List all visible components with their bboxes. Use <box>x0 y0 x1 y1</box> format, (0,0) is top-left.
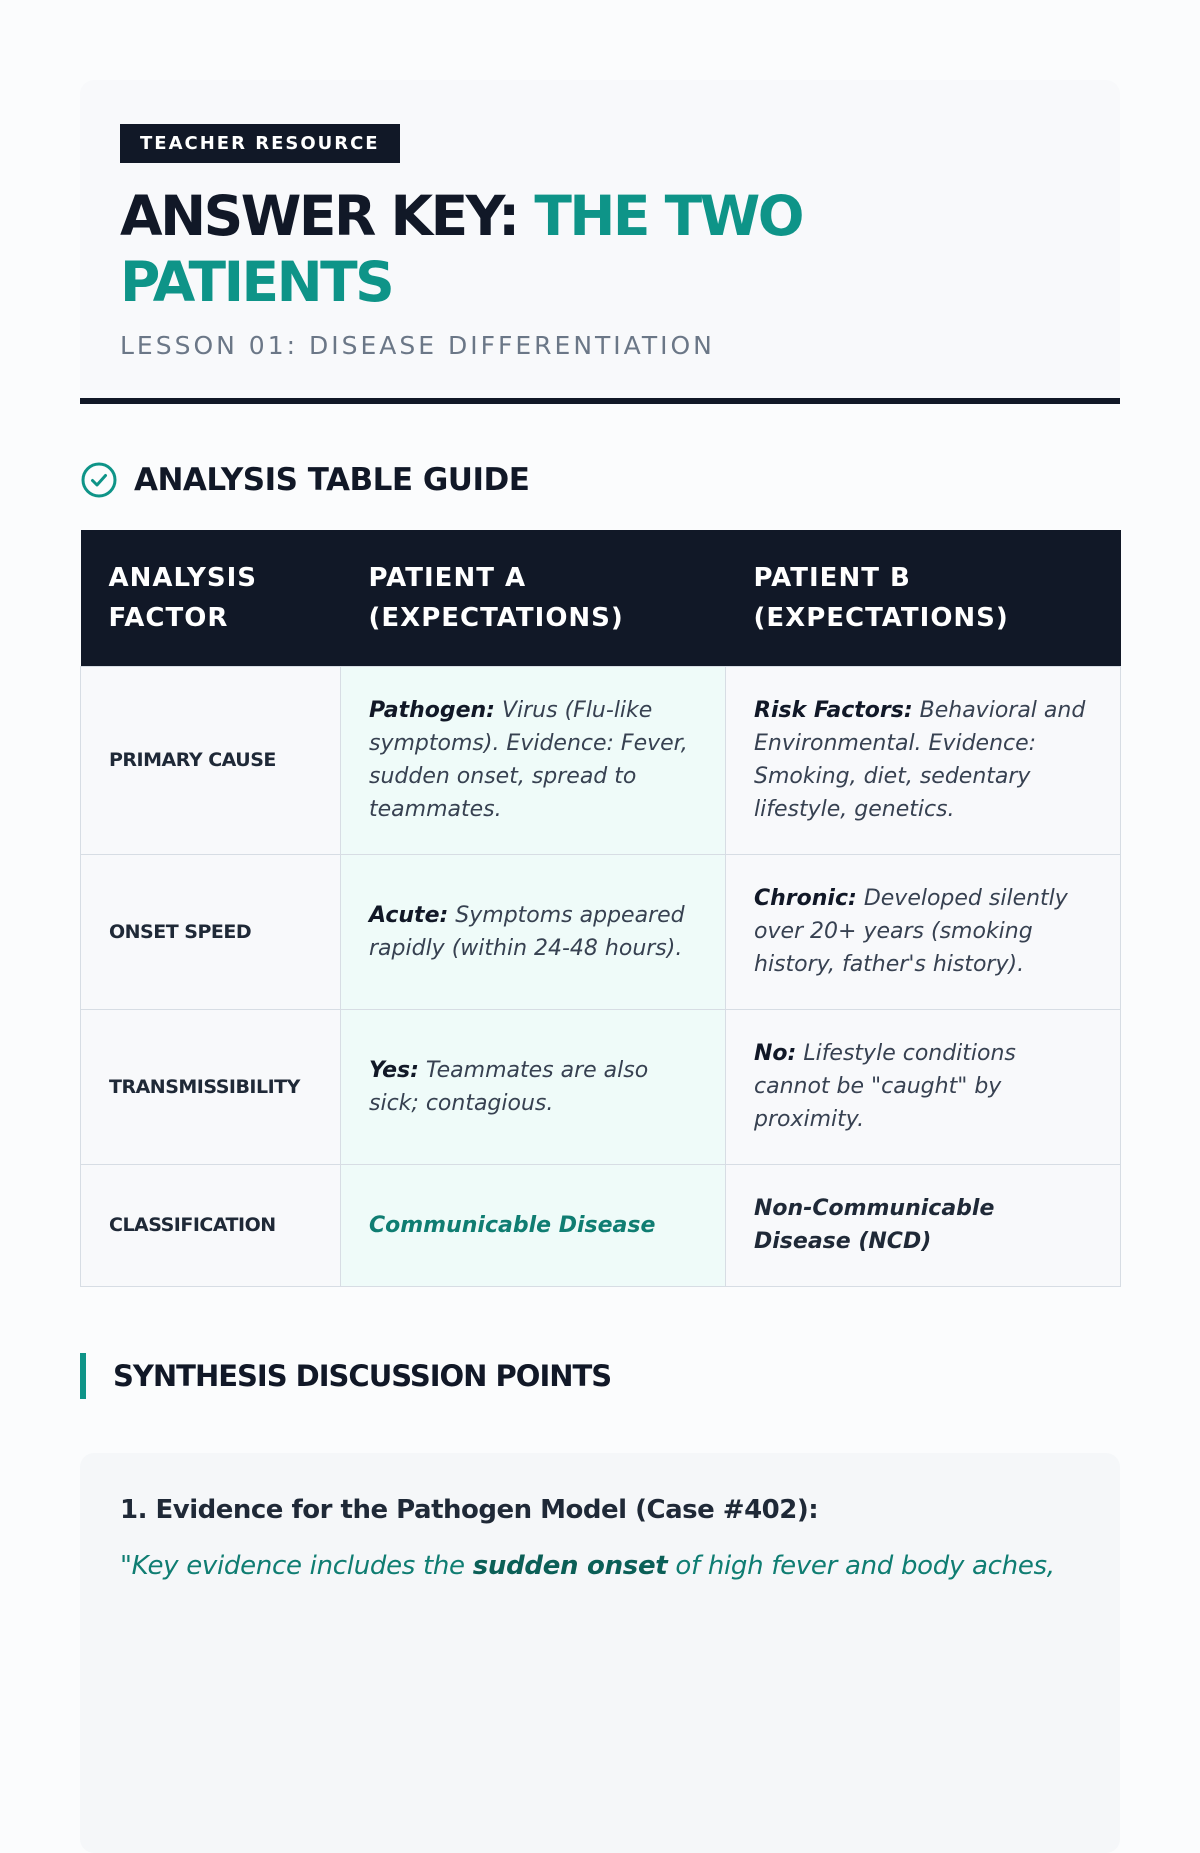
table-row <box>81 1009 1121 1164</box>
table-header-row <box>81 530 1121 666</box>
patient-a-cell <box>341 666 726 854</box>
quote-emphasis: sudden onset <box>472 1550 668 1581</box>
factor-cell: PRIMARY CAUSE <box>81 666 341 854</box>
analysis-table <box>80 530 1121 1287</box>
patient-b-cell <box>726 1009 1121 1164</box>
column-header-patient-a: PATIENT A (EXPECTATIONS) <box>341 530 726 666</box>
title-main: ANSWER KEY: <box>120 184 518 248</box>
patient-a-classification <box>341 1164 726 1286</box>
cell-label: Pathogen: <box>369 698 495 723</box>
table-row <box>81 666 1121 854</box>
classification-ncd: Non-Communicable Disease (NCD) <box>754 1196 995 1254</box>
quote-end: of high fever and body aches, <box>667 1550 1055 1581</box>
cell-label: Risk Factors: <box>754 698 913 723</box>
synthesis-section-title: SYNTHESIS DISCUSSION POINTS <box>80 1353 1120 1399</box>
title-accent: THE TWO PATIENTS <box>120 184 803 314</box>
discussion-point-quote <box>120 1547 1080 1585</box>
factor-cell: TRANSMISSIBILITY <box>81 1009 341 1164</box>
factor-cell: CLASSIFICATION <box>81 1164 341 1286</box>
cell-label: Acute: <box>369 902 449 928</box>
patient-b-classification <box>726 1164 1121 1286</box>
cell-text: Developed silently over 20+ years (smoking history, father's history). <box>754 886 1068 977</box>
cell-text: Lifestyle conditions cannot be "caught" by proximity. <box>754 1041 1016 1132</box>
factor-cell: ONSET SPEED <box>81 854 341 1009</box>
header-card <box>80 80 1120 404</box>
analysis-section-title: ANALYSIS TABLE GUIDE <box>134 462 530 498</box>
classification-communicable: Communicable Disease <box>369 1212 656 1238</box>
page <box>80 80 1120 1853</box>
page-title <box>120 183 1080 315</box>
cell-text: Virus (Flu-like symptoms). Evidence: Fever, sudden onset, spread to teammates. <box>369 698 688 822</box>
column-header-factor: ANALYSIS FACTOR <box>81 530 341 666</box>
cell-label: Chronic: <box>754 886 857 911</box>
patient-a-cell <box>341 1009 726 1164</box>
resource-badge: TEACHER RESOURCE <box>120 124 400 163</box>
patient-b-cell <box>726 666 1121 854</box>
discussion-card <box>80 1453 1120 1853</box>
cell-text: Symptoms appeared rapidly (within 24-48 hours). <box>369 902 685 961</box>
cell-label: No: <box>754 1041 797 1066</box>
table-row <box>81 1164 1121 1286</box>
lesson-subtitle: LESSON 01: DISEASE DIFFERENTIATION <box>120 331 715 360</box>
cell-text: Behavioral and Environmental. Evidence: Smoking, diet, sedentary lifestyle, genetics. <box>754 698 1086 822</box>
column-header-patient-b: PATIENT B (EXPECTATIONS) <box>726 530 1121 666</box>
cell-text: Teammates are also sick; contagious. <box>369 1057 649 1116</box>
analysis-section-heading <box>80 460 1120 500</box>
quote-start: "Key evidence includes the <box>120 1550 473 1581</box>
table-row <box>81 854 1121 1009</box>
discussion-point-title: 1. Evidence for the Pathogen Model (Case #402): <box>120 1494 819 1525</box>
cell-label: Yes: <box>369 1057 419 1083</box>
patient-b-cell <box>726 854 1121 1009</box>
patient-a-cell <box>341 854 726 1009</box>
check-circle-icon <box>80 461 118 499</box>
